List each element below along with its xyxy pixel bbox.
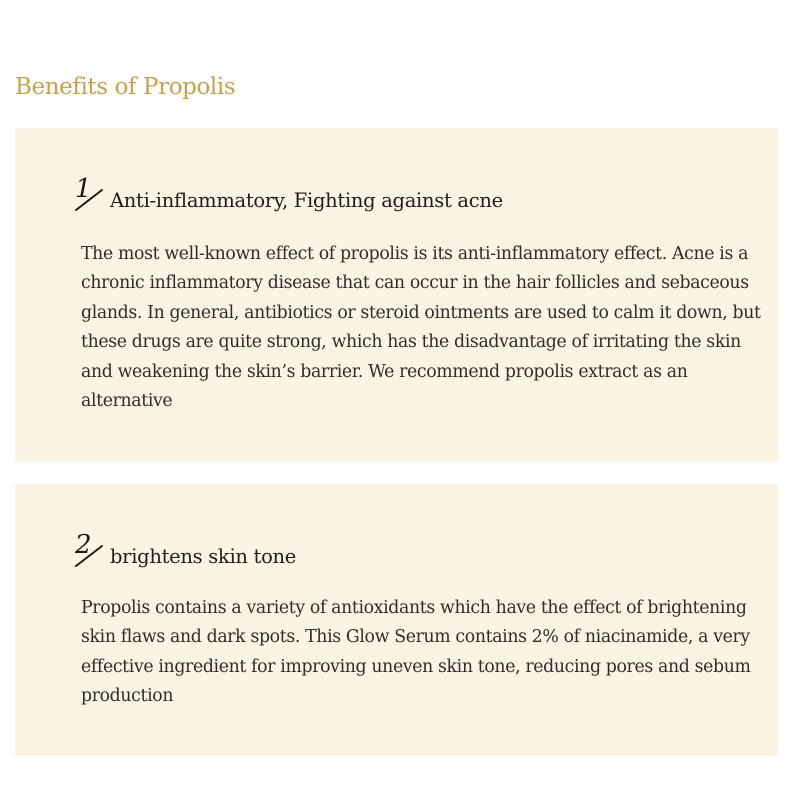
benefit-description: The most well-known effect of propolis is its anti-inflammatory effect. Acne is a chronic inflammatory disease that can occur in the hair follicles and sebaceous glands. In general, antibiotics or steroid ointments are used to calm it down, but these drugs are quite strong, which has the disadvantage of irritating the skin and weakening the skin’s barrier. We recommend propolis extract as an alternative bbox=[81, 244, 761, 412]
benefit-card bbox=[15, 484, 778, 756]
benefit-heading bbox=[72, 174, 503, 220]
benefit-number bbox=[72, 530, 106, 576]
benefit-card bbox=[15, 128, 778, 462]
benefit-title: Anti-inflammatory, Fighting against acne bbox=[110, 188, 503, 212]
benefit-heading bbox=[72, 530, 297, 576]
slash-mark-icon bbox=[72, 536, 106, 576]
benefit-number-digit: 2 bbox=[75, 530, 92, 560]
benefit-title: brightens skin tone bbox=[110, 544, 297, 568]
benefit-number-digit: 1 bbox=[75, 174, 92, 204]
page-title: Benefits of Propolis bbox=[15, 74, 236, 100]
benefit-description: Propolis contains a variety of antioxidants which have the effect of brightening skin flaws and dark spots. This Glow Serum contains 2% of niacinamide, a very effective ingredient for improving uneven skin tone, reducing pores and sebum production bbox=[81, 598, 751, 707]
benefit-number bbox=[72, 174, 106, 220]
slash-mark-icon bbox=[72, 180, 106, 220]
